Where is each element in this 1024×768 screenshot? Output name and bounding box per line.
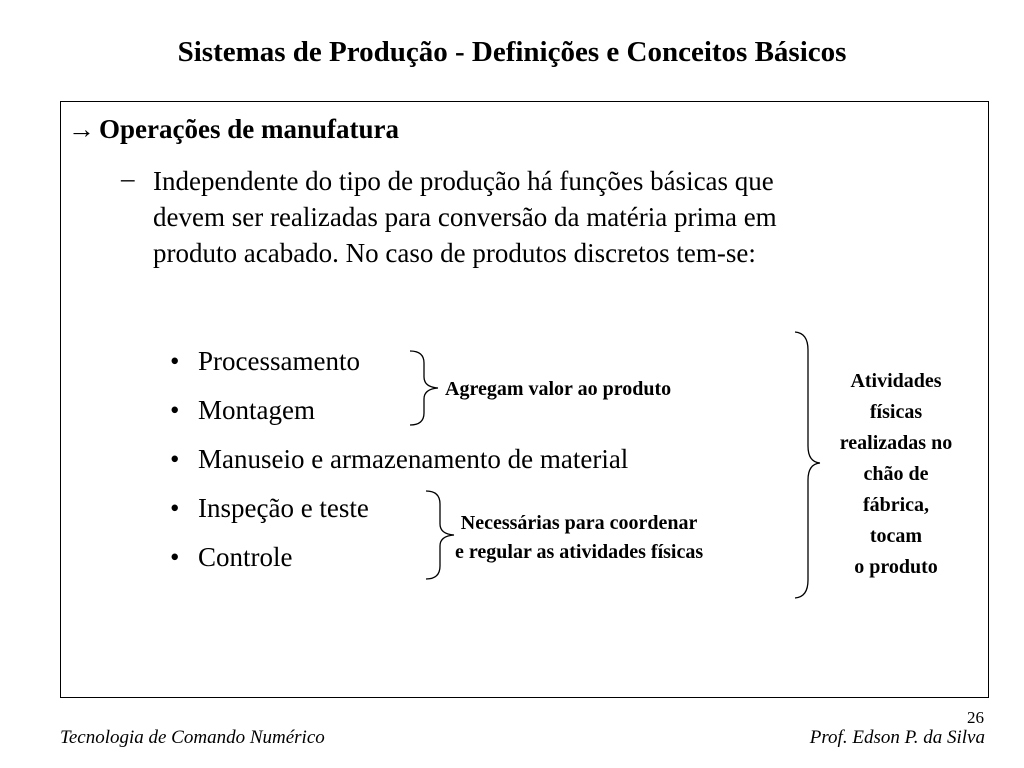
physical-note-line: o produto (854, 556, 938, 578)
value-note: Agregam valor ao produto (445, 378, 672, 400)
list-item-text: Controle (198, 542, 293, 572)
list-item-text: Montagem (198, 395, 315, 425)
dash-bullet: – (121, 163, 135, 193)
section-heading-text: Operações de manufatura (99, 114, 399, 144)
footer-course: Tecnologia de Comando Numérico (60, 727, 325, 748)
intro-paragraph (153, 163, 963, 271)
bullet-icon: • (170, 493, 180, 523)
physical-note-line: tocam (869, 525, 923, 547)
physical-note-line: fábrica, (862, 494, 930, 516)
paragraph-line: produto acabado. No caso de produtos discretos tem-se: (153, 238, 756, 268)
physical-note-line: físicas (869, 401, 923, 423)
bullet-icon: • (170, 542, 180, 572)
physical-note-line: chão de (863, 463, 929, 485)
slide-title: Sistemas de Produção - Definições e Conceitos Básicos (177, 36, 847, 68)
control-note-line: Necessárias para coordenar (460, 512, 698, 534)
page-number: 26 (967, 708, 984, 727)
paragraph-line: devem ser realizadas para conversão da matéria prima em (153, 202, 777, 232)
control-note-line: e regular as atividades físicas (455, 541, 704, 563)
list-item (170, 441, 628, 490)
paragraph-line: Independente do tipo de produção há funções básicas que (153, 166, 774, 196)
list-item-text: Inspeção e teste (198, 493, 369, 523)
physical-note (818, 366, 974, 583)
list-item-text: Processamento (198, 346, 360, 376)
list-item-text: Manuseio e armazenamento de material (198, 444, 629, 474)
arrow-icon: → (68, 114, 95, 144)
section-heading (68, 114, 399, 145)
physical-note-line: realizadas no (839, 432, 953, 454)
bullet-icon: • (170, 395, 180, 425)
bullet-icon: • (170, 444, 180, 474)
physical-note-line: Atividades (850, 370, 942, 392)
footer-author: Prof. Edson P. da Silva (809, 727, 985, 748)
bullet-icon: • (170, 346, 180, 376)
control-note (455, 509, 703, 567)
